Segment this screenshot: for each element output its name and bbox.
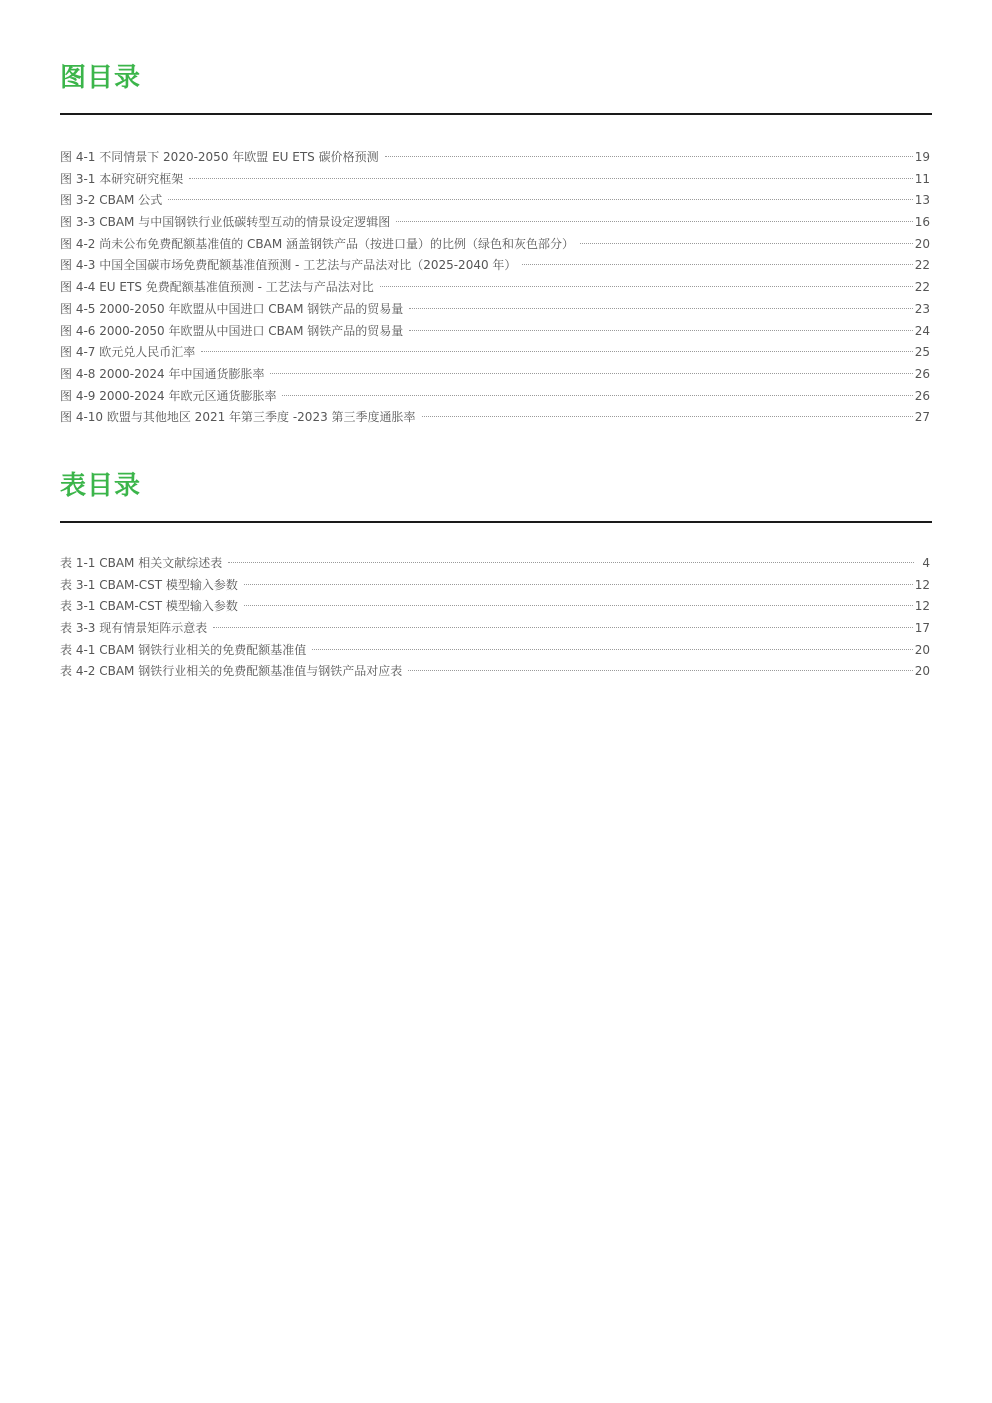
figure-toc-entry[interactable] [60,386,932,408]
dot-leader [228,562,914,563]
figure-toc-entry[interactable] [60,255,932,277]
table-entry-title[interactable]: 表 3-1 CBAM-CST 模型输入参数 [60,577,238,592]
figure-entry-page-number[interactable]: 26 [914,366,930,381]
figure-toc-entry[interactable] [60,212,932,234]
dot-leader [580,243,913,244]
figure-entry-title[interactable]: 图 3-3 CBAM 与中国钢铁行业低碳转型互动的情景设定逻辑图 [60,215,391,230]
dot-leader [270,373,912,374]
tables-toc-list [60,553,932,683]
heading-divider [60,521,932,523]
table-toc-entry[interactable] [60,618,932,640]
figure-entry-title[interactable]: 图 4-4 EU ETS 免费配额基准值预测 - 工艺法与产品法对比 [60,280,374,295]
dot-leader [385,156,913,157]
figure-entry-page-number[interactable]: 26 [914,388,930,403]
table-entry-title[interactable]: 表 4-2 CBAM 钢铁行业相关的免费配额基准值与钢铁产品对应表 [60,664,403,679]
list-of-figures-heading: 图目录 [60,63,142,93]
dot-leader [201,351,912,352]
figure-entry-page-number[interactable]: 20 [914,236,930,251]
figures-toc-list [60,147,932,429]
dot-leader [409,308,912,309]
figure-entry-title[interactable]: 图 3-2 CBAM 公式 [60,193,163,208]
figure-entry-page-number[interactable]: 27 [914,410,930,425]
table-entry-title[interactable]: 表 4-1 CBAM 钢铁行业相关的免费配额基准值 [60,642,307,657]
figure-entry-title[interactable]: 图 4-7 欧元兑人民币汇率 [60,345,196,360]
dot-leader [244,605,913,606]
figure-entry-page-number[interactable]: 13 [914,193,930,208]
figure-toc-entry[interactable] [60,342,932,364]
figure-toc-entry[interactable] [60,364,932,386]
dot-leader [380,286,913,287]
table-entry-page-number[interactable]: 4 [922,556,930,570]
table-entry-page-number[interactable]: 20 [914,642,930,657]
figure-entry-page-number[interactable]: 24 [914,323,930,338]
dot-leader [312,649,913,650]
dot-leader [422,416,913,417]
dot-leader [244,584,913,585]
dot-leader [522,264,912,265]
list-of-figures [60,60,932,429]
table-toc-entry[interactable] [60,596,932,618]
list-of-tables-heading: 表目录 [60,471,142,501]
table-entry-page-number[interactable]: 17 [914,621,930,636]
dot-leader [396,221,912,222]
figure-toc-entry[interactable] [60,299,932,321]
table-toc-entry[interactable] [60,553,932,575]
figure-entry-title[interactable]: 图 4-3 中国全国碳市场免费配额基准值预测 - 工艺法与产品法对比（2025-2040 年） [60,258,517,273]
table-entry-title[interactable]: 表 1-1 CBAM 相关文献综述表 [60,556,223,570]
figure-entry-title[interactable]: 图 4-9 2000-2024 年欧元区通货膨胀率 [60,388,277,403]
table-entry-title[interactable]: 表 3-1 CBAM-CST 模型输入参数 [60,599,238,614]
figure-entry-title[interactable]: 图 4-1 不同情景下 2020-2050 年欧盟 EU ETS 碳价格预测 [60,150,379,164]
figure-toc-entry[interactable] [60,169,932,191]
dot-leader [213,627,912,628]
figure-toc-entry[interactable] [60,407,932,429]
figure-entry-title[interactable]: 图 3-1 本研究研究框架 [60,171,184,186]
table-toc-entry[interactable] [60,661,932,683]
figure-entry-title[interactable]: 图 4-6 2000-2050 年欧盟从中国进口 CBAM 钢铁产品的贸易量 [60,323,404,338]
figure-entry-title[interactable]: 图 4-10 欧盟与其他地区 2021 年第三季度 -2023 第三季度通胀率 [60,410,416,425]
table-toc-entry[interactable] [60,575,932,597]
figure-entry-page-number[interactable]: 19 [914,150,930,164]
figure-toc-entry[interactable] [60,190,932,212]
figure-toc-entry[interactable] [60,321,932,343]
dot-leader [282,395,912,396]
table-entry-title[interactable]: 表 3-3 现有情景矩阵示意表 [60,621,208,636]
list-of-tables [60,468,932,683]
figure-entry-page-number[interactable]: 22 [914,280,930,295]
figure-entry-page-number[interactable]: 11 [914,171,930,186]
figure-entry-page-number[interactable]: 23 [914,301,930,316]
figure-toc-entry[interactable] [60,277,932,299]
figure-entry-title[interactable]: 图 4-5 2000-2050 年欧盟从中国进口 CBAM 钢铁产品的贸易量 [60,301,404,316]
table-entry-page-number[interactable]: 12 [914,577,930,592]
heading-divider [60,113,932,115]
figure-entry-title[interactable]: 图 4-2 尚未公布免费配额基准值的 CBAM 涵盖钢铁产品（按进口量）的比例（绿色和灰色部分） [60,236,575,251]
figure-toc-entry[interactable] [60,234,932,256]
figure-entry-page-number[interactable]: 25 [914,345,930,360]
figure-toc-entry[interactable] [60,147,932,169]
dot-leader [409,330,912,331]
table-entry-page-number[interactable]: 20 [914,664,930,679]
figure-entry-title[interactable]: 图 4-8 2000-2024 年中国通货膨胀率 [60,366,265,381]
table-toc-entry[interactable] [60,640,932,662]
dot-leader [408,670,912,671]
figure-entry-page-number[interactable]: 16 [914,215,930,230]
figure-entry-page-number[interactable]: 22 [914,258,930,273]
dot-leader [189,178,912,179]
table-entry-page-number[interactable]: 12 [914,599,930,614]
dot-leader [168,199,913,200]
